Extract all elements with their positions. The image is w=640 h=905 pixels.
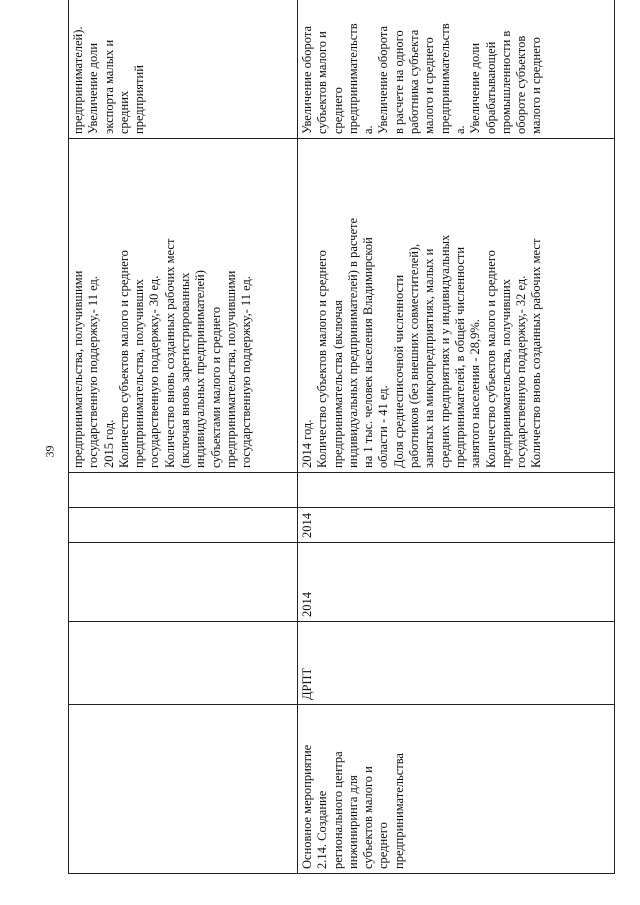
text-line: Увеличение оборота (376, 26, 391, 134)
text-line: промышленности в (498, 30, 513, 134)
text-line: предпринимательства, получившими (223, 270, 238, 468)
text-line: обороте субъектов (514, 35, 529, 134)
result-cell (69, 0, 298, 139)
rotated-table-sheet (68, 23, 610, 874)
text-line: предприятий (132, 65, 147, 134)
text-line: индивидуальных предпринимателей) (193, 270, 208, 468)
text-line: среднего (330, 87, 345, 134)
table-row (298, 0, 615, 874)
text-line: государственную поддержку,- 32 ед. (514, 275, 529, 468)
text-line: предпринимательства (включая (330, 300, 345, 468)
text-line: Увеличение доли (86, 42, 101, 134)
measure-cell (298, 705, 615, 874)
description-cell (298, 139, 615, 473)
text-line: занятых на микропредприятиях, малых и (422, 248, 437, 468)
page-number: 39 (42, 445, 57, 458)
text-line: регионального центра (330, 751, 345, 869)
start-year-cell (69, 543, 298, 622)
text-line: работника субъекта (407, 29, 422, 134)
text-line: предпринимательств (345, 23, 360, 134)
text-line: предпринимательства, получившими (71, 270, 85, 468)
text-line: обрабатывающей (483, 41, 498, 134)
text-line: Количество субъектов малого и среднего (315, 250, 330, 468)
text-line: Количество вновь созданных рабочих мест (162, 238, 177, 468)
text-line: инжиниринга для (345, 775, 360, 869)
measure-cell (69, 705, 298, 874)
text-line: Количество субъектов малого и среднего (116, 250, 131, 468)
executor-cell (69, 622, 298, 705)
text-line: 2014 год. (300, 419, 314, 468)
text-line: 2.14. Создание (315, 790, 330, 869)
text-line: малого и среднего (422, 37, 437, 134)
start-year-cell: 2014 (298, 543, 615, 622)
text-line: среднего (376, 822, 391, 869)
text-line: Количество вновь созданных рабочих мест (529, 238, 544, 468)
text-line: на 1 тыс. человек населения Владимирской (361, 237, 376, 468)
text-line: государственную поддержку,- 11 ед. (86, 276, 101, 468)
text-line: государственную поддержку,- 30 ед. (147, 275, 162, 468)
spacer-cell (69, 473, 298, 508)
text-line: а. (452, 125, 467, 134)
text-line: экспорта малых и (101, 39, 116, 134)
text-line: предпринимателей). (71, 26, 85, 134)
text-line: области - 41 ед. (376, 385, 391, 468)
text-line: Основное мероприятие (300, 744, 314, 869)
text-line: Доля среднесписочной численности (391, 274, 406, 468)
text-line: (включая вновь зарегистрированных (178, 272, 193, 468)
end-year-cell (69, 508, 298, 543)
text-line: малого и среднего (529, 37, 544, 134)
text-line: занятого населения - 28,9%. (468, 319, 483, 468)
executor-cell: ДРПТ (298, 622, 615, 705)
text-line: Увеличение оборота (300, 26, 314, 134)
table-row (69, 0, 298, 874)
text-line: средних (116, 90, 131, 134)
text-line: 2015 год. (101, 419, 116, 468)
text-line: предпринимателей, в общей численности (452, 246, 467, 468)
text-line: предпринимательства, получивших (498, 279, 513, 468)
text-line: индивидуальных предпринимателей) в расчете (345, 217, 360, 468)
text-line: субъектами малого и среднего (208, 306, 223, 468)
text-line: субъектов малого и (315, 31, 330, 134)
text-line: в расчете на одного (391, 30, 406, 134)
spacer-cell (298, 473, 615, 508)
text-line: а. (361, 125, 376, 134)
text-line: предпринимательства (391, 753, 406, 869)
end-year-cell: 2014 (298, 508, 615, 543)
result-cell (298, 0, 615, 139)
measures-table (68, 0, 615, 874)
text-line: средних предприятиях и у индивидуальных (437, 234, 452, 468)
text-line: работников (без внешних совместителей), (407, 243, 422, 468)
text-line: предпринимательства, получивших (132, 279, 147, 468)
description-cell (69, 139, 298, 473)
text-line: Увеличение доли (468, 42, 483, 134)
text-line: государственную поддержку,- 11 ед. (239, 276, 254, 468)
text-line: субъектов малого и (361, 766, 376, 869)
text-line: предпринимательств (437, 23, 452, 134)
text-line: Количество субъектов малого и среднего (483, 250, 498, 468)
